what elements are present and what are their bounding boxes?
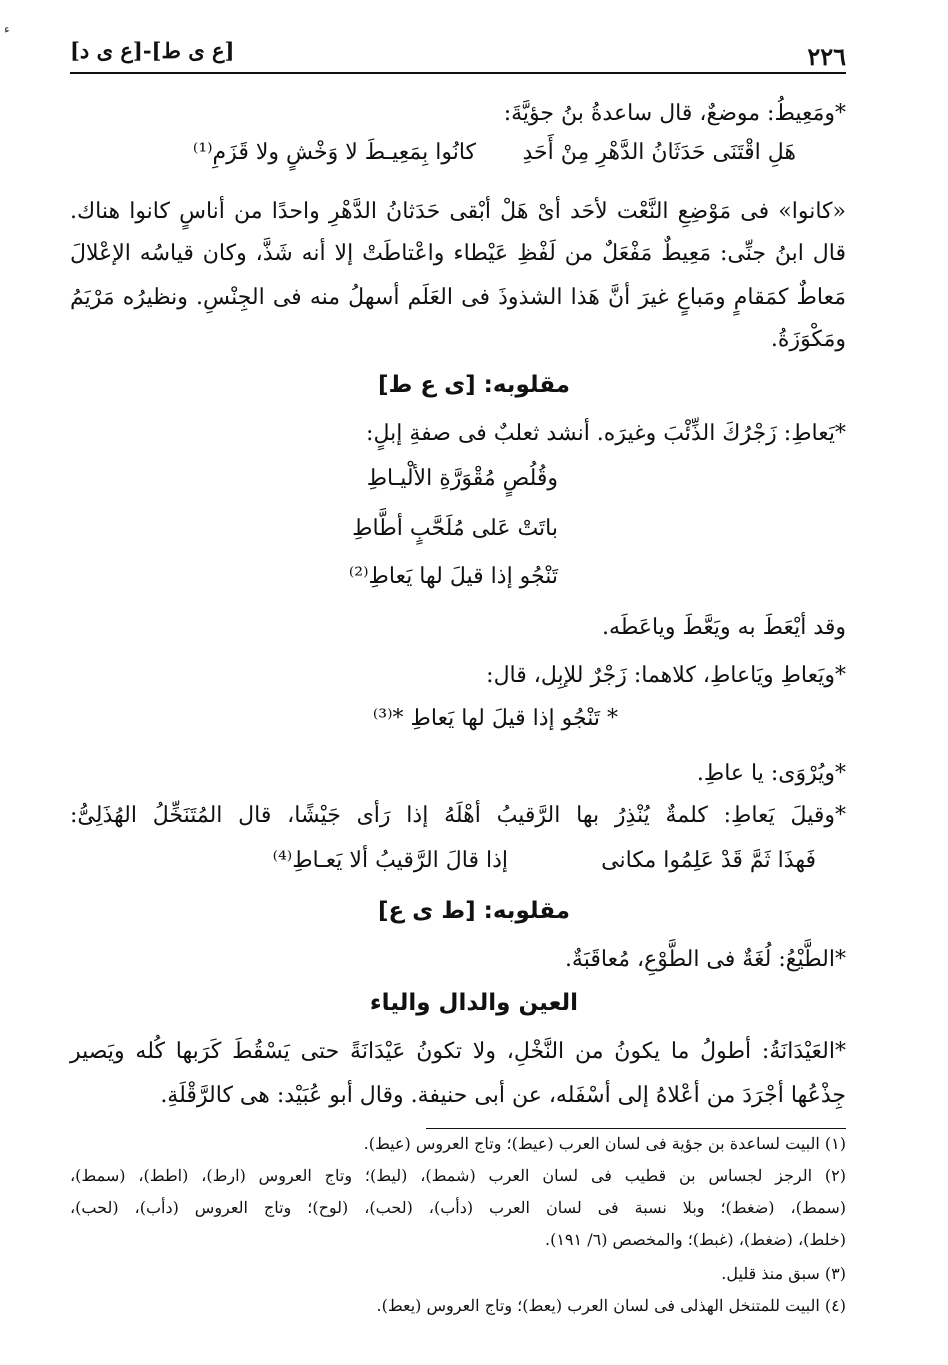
- body-line-jidhuha: جِذْعُها أجْرَدَ من أعْلاهُ إلى أسْفَله، عن أبى حنيفة. وقال أبو عُبَيْد: هى كالرَّقْلَةِ.: [160, 1083, 846, 1108]
- rajaz-line-3: تَنْجُو إذا قيلَ لها يَعاطِ⁽²⁾: [348, 564, 558, 589]
- verse-2-right-hemistich: فَهذَا ثَمَّ قَدْ عَلِمُوا مكانى: [601, 848, 816, 873]
- body-line-makwaza: ومَكْوَزَةُ.: [770, 327, 846, 352]
- verse-1-right-hemistich: هَلِ اقْتَنَى حَدَثَانُ الدَّهْرِ مِنْ أَحَدِ: [522, 140, 796, 165]
- entry-yurwa: *ويُرْوَى: يا عاطِ.: [696, 761, 846, 786]
- footnote-1: (١) البيت لساعدة بن جؤية فى لسان العرب (عيط)؛ وتاج العروس (عيط).: [363, 1134, 846, 1153]
- rajaz-line-2: باتَتْ عَلى مُلَحَّبٍ أطَّاطِ: [352, 516, 558, 541]
- footnote-2-line-1: (٢) الرجز لجساس بن قطيب فى لسان العرب (شمط)، (ليط)؛ وتاج العروس (ارط)، (اطط)، (سمط)،: [70, 1166, 846, 1185]
- footnote-2-line-3: (خلط)، (ضغط)، (غبط)؛ والمخصص (٦/ ١٩١).: [545, 1230, 846, 1249]
- entry-tay: *الطَّيْعُ: لُغَةٌ فى الطَّوْعِ، مُعاقَبَةٌ.: [564, 947, 846, 972]
- body-line-ayata: وقد أيْعَطَ به ويَعَّطَ وياعَطَه.: [602, 615, 846, 640]
- rajaz-quote: * تَنْجُو إذا قيلَ لها يَعاطِ *⁽³⁾: [372, 706, 618, 731]
- chapter-heading-ayn-dal-ya: العين والدال والياء: [369, 990, 579, 1016]
- body-line-kanu: «كانوا» فى مَوْضِعِ النَّعْت لأحَد أىْ هَلْ أبْقى حَدَثانُ الدَّهْرِ واحدًا من أناسٍ كانوا هناك.: [70, 199, 846, 224]
- footnote-2-line-2: (سمط)، (ضغط)؛ وبلا نسبة فى لسان العرب (دأب)، (لحب)، (لوح)؛ وتاج العروس (دأب)، (لحب)،: [70, 1198, 846, 1217]
- header-root-range: [ع ى ط]-[ع ى د]: [70, 38, 235, 63]
- rajaz-line-1: وقُلُصٍ مُقْوَرَّةِ الألْيـاطِ: [366, 466, 558, 491]
- header-rule: [70, 72, 846, 74]
- entry-maeet: *ومَعِيطُ: موضعٌ، قال ساعدةُ بنُ جؤيَّةَ:: [503, 101, 846, 126]
- body-line-maaat: مَعاطٌ كمَقامٍ ومَباعٍ غيرَ أنَّ هَذا الشذوذَ فى العَلَم أسهلُ منه فى الجِنْسِ. ونظيرُه مَرْيَمُ: [70, 285, 847, 310]
- body-line-ibn-jinni: قال ابنُ جنِّى: مَعِيطٌ مَفْعَلٌ من لَفْظِ عَيْطاء واعْتاطَتْ إلا أنه شَذَّ، وكان قياسُه الإعْلالَ: [70, 241, 846, 266]
- section-heading-yaat: مقلوبه: [ى ع ط]: [377, 372, 571, 398]
- entry-yaati-yaati: *ويَعاطِ ويَاعاطِ، كلاهما: زَجْرٌ للإبِل، قال:: [486, 663, 846, 688]
- entry-aydana: *العَيْدَانَةُ: أطولُ ما يكونُ من النَّخْلِ، ولا تكونُ عَيْدَانَةً حتى يَسْقُطَ كَرَبها كُله ويَصير: [70, 1039, 846, 1064]
- page-number: ٢٢٦: [807, 42, 846, 71]
- footnote-4: (٤) البيت للمتنخل الهذلى فى لسان العرب (يعط)؛ وتاج العروس (يعط).: [376, 1296, 846, 1315]
- section-heading-tay: مقلوبه: [ط ى ع]: [377, 898, 571, 924]
- footnote-3: (٣) سبق منذ قليل.: [721, 1264, 846, 1283]
- verse-2-left-hemistich: إذا قالَ الرَّقيبُ ألا يَعـاطِ⁽⁴⁾: [272, 848, 508, 873]
- entry-qeela-yaati: *وقيلَ يَعاطِ: كلمةٌ يُنْذِرُ بها الرَّقيبُ أهْلَهُ إذا رَأى جَيْشًا، قال المُتَنَخِّلُ الهُذَلِىُّ:: [70, 803, 846, 828]
- running-header: [70, 38, 846, 78]
- verse-1-left-hemistich: كانُوا بِمَعِيـطَ لا وَخْشٍ ولا قَزَمِ⁽¹⁾: [192, 140, 476, 165]
- margin-marker: ء: [4, 22, 10, 36]
- footnote-rule: [426, 1128, 846, 1129]
- entry-yaati: *يَعاطِ: زَجْرُكَ الذِّئْبَ وغيرَه. أنشد ثعلبٌ فى صفةِ إبلٍ:: [366, 421, 846, 446]
